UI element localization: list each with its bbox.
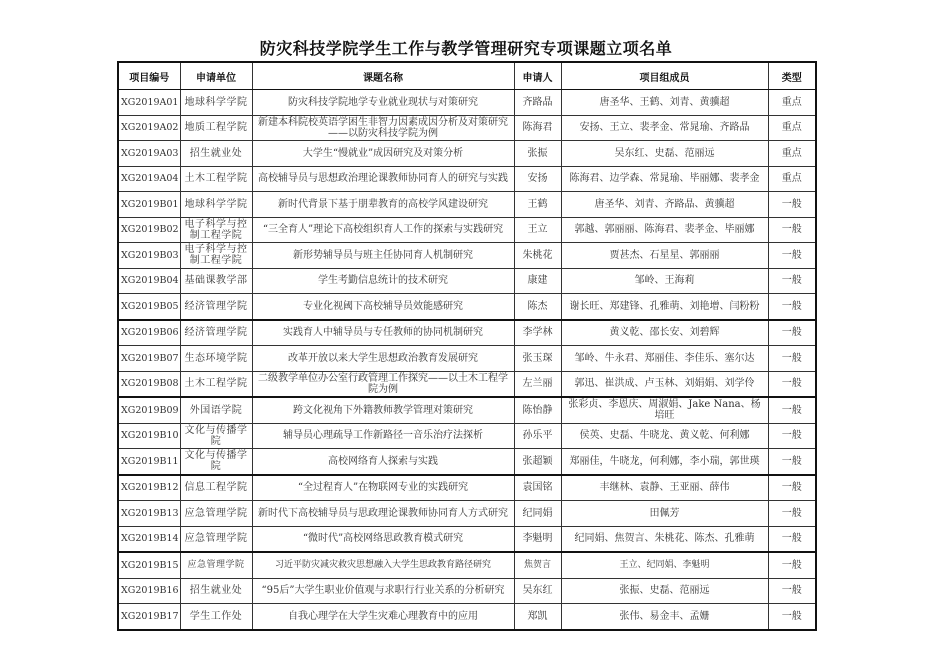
applicant-name: 李学林 bbox=[514, 320, 561, 346]
project-code: XG2019B08 bbox=[118, 371, 180, 397]
table-row bbox=[118, 604, 816, 630]
project-type: 一般 bbox=[768, 217, 816, 243]
table-row bbox=[118, 115, 816, 141]
table-row bbox=[118, 423, 816, 449]
project-code: XG2019B01 bbox=[118, 192, 180, 218]
project-members: 黄义乾、邵长安、刘碧辉 bbox=[561, 320, 768, 346]
project-type: 一般 bbox=[768, 604, 816, 630]
project-topic: 新形势辅导员与班主任协同育人机制研究 bbox=[252, 243, 514, 269]
table-row bbox=[118, 217, 816, 243]
project-members: 唐圣华、王鹤、刘青、黄骥超 bbox=[561, 90, 768, 116]
table-row bbox=[118, 90, 816, 116]
applicant-unit: 基础课教学部 bbox=[180, 268, 252, 294]
project-topic: 跨文化视角下外籍教师教学管理对策研究 bbox=[252, 397, 514, 423]
project-code: XG2019B03 bbox=[118, 243, 180, 269]
project-topic: 专业化视阈下高校辅导员效能感研究 bbox=[252, 294, 514, 320]
project-code: XG2019B06 bbox=[118, 320, 180, 346]
applicant-name: 郑凯 bbox=[514, 604, 561, 630]
applicant-name: 安扬 bbox=[514, 166, 561, 192]
table-row bbox=[118, 475, 816, 501]
project-topic: 新建本科院校英语学困生非智力因素成因分析及对策研究——以防灾科技学院为例 bbox=[252, 115, 514, 141]
project-members: 邹岭、王海莉 bbox=[561, 268, 768, 294]
project-type: 重点 bbox=[768, 141, 816, 167]
applicant-unit: 电子科学与控制工程学院 bbox=[180, 217, 252, 243]
project-type: 一般 bbox=[768, 526, 816, 552]
project-type: 一般 bbox=[768, 449, 816, 475]
applicant-name: 王鹤 bbox=[514, 192, 561, 218]
project-topic: 实践育人中辅导员与专任教师的协同机制研究 bbox=[252, 320, 514, 346]
project-members: 吴东红、史磊、范丽远 bbox=[561, 141, 768, 167]
applicant-name: 张振 bbox=[514, 141, 561, 167]
applicant-unit: 文化与传播学院 bbox=[180, 423, 252, 449]
header-type: 类型 bbox=[768, 62, 816, 90]
applicant-unit: 应急管理学院 bbox=[180, 501, 252, 527]
project-code: XG2019B17 bbox=[118, 604, 180, 630]
project-topic: 自我心理学在大学生灾难心理教育中的应用 bbox=[252, 604, 514, 630]
project-topic: 习近平防灾减灾救灾思想融入大学生思政教育路径研究 bbox=[252, 552, 514, 578]
applicant-unit: 地球科学学院 bbox=[180, 90, 252, 116]
table-row bbox=[118, 501, 816, 527]
project-code: XG2019B07 bbox=[118, 346, 180, 372]
project-code: XG2019B10 bbox=[118, 423, 180, 449]
table-row bbox=[118, 166, 816, 192]
project-members: 陈海君、边学森、常晁瑜、毕丽娜、裴孝金 bbox=[561, 166, 768, 192]
table-row bbox=[118, 320, 816, 346]
applicant-unit: 经济管理学院 bbox=[180, 294, 252, 320]
project-topic: 防灾科技学院地学专业就业现状与对策研究 bbox=[252, 90, 514, 116]
applicant-unit: 电子科学与控制工程学院 bbox=[180, 243, 252, 269]
applicant-name: 陈杰 bbox=[514, 294, 561, 320]
header-code: 项目编号 bbox=[118, 62, 180, 90]
project-type: 一般 bbox=[768, 268, 816, 294]
project-topic: “微时代”高校网络思政教育模式研究 bbox=[252, 526, 514, 552]
table-row bbox=[118, 294, 816, 320]
header-row bbox=[118, 62, 816, 90]
applicant-unit: 地球科学学院 bbox=[180, 192, 252, 218]
project-members: 张伟、易金丰、孟姗 bbox=[561, 604, 768, 630]
project-type: 一般 bbox=[768, 397, 816, 423]
applicant-unit: 经济管理学院 bbox=[180, 320, 252, 346]
applicant-name: 陈怡静 bbox=[514, 397, 561, 423]
table-row bbox=[118, 268, 816, 294]
project-type: 一般 bbox=[768, 423, 816, 449]
applicant-name: 李魁明 bbox=[514, 526, 561, 552]
header-members: 项目组成员 bbox=[561, 62, 768, 90]
project-code: XG2019B15 bbox=[118, 552, 180, 578]
applicant-name: 齐路晶 bbox=[514, 90, 561, 116]
applicant-name: 左兰丽 bbox=[514, 371, 561, 397]
applicant-unit: 应急管理学院 bbox=[180, 552, 252, 578]
project-type: 一般 bbox=[768, 475, 816, 501]
project-type: 一般 bbox=[768, 552, 816, 578]
table-row bbox=[118, 449, 816, 475]
table-row bbox=[118, 526, 816, 552]
project-members: 田佩芳 bbox=[561, 501, 768, 527]
project-code: XG2019A02 bbox=[118, 115, 180, 141]
project-topic: “三全育人”理论下高校组织育人工作的探索与实践研究 bbox=[252, 217, 514, 243]
project-code: XG2019B05 bbox=[118, 294, 180, 320]
project-code: XG2019B16 bbox=[118, 578, 180, 604]
project-type: 一般 bbox=[768, 320, 816, 346]
applicant-unit: 招生就业处 bbox=[180, 578, 252, 604]
project-topic: 新时代背景下基于朋辈教育的高校学风建设研究 bbox=[252, 192, 514, 218]
applicant-unit: 信息工程学院 bbox=[180, 475, 252, 501]
table-row bbox=[118, 346, 816, 372]
project-topic: 大学生“慢就业”成因研究及对策分析 bbox=[252, 141, 514, 167]
project-code: XG2019B13 bbox=[118, 501, 180, 527]
project-type: 一般 bbox=[768, 294, 816, 320]
project-type: 一般 bbox=[768, 243, 816, 269]
project-code: XG2019B04 bbox=[118, 268, 180, 294]
applicant-name: 焦贺言 bbox=[514, 552, 561, 578]
project-topic: 高校网络育人探索与实践 bbox=[252, 449, 514, 475]
project-type: 一般 bbox=[768, 371, 816, 397]
table-row bbox=[118, 397, 816, 423]
project-list-table bbox=[117, 61, 817, 631]
applicant-name: 吴东红 bbox=[514, 578, 561, 604]
project-members: 郭迅、崔洪成、卢玉林、刘娟娟、刘学伶 bbox=[561, 371, 768, 397]
project-code: XG2019A01 bbox=[118, 90, 180, 116]
project-members: 侯英、史磊、牛晓龙、黄义乾、何利娜 bbox=[561, 423, 768, 449]
project-members: 安扬、王立、裴孝金、常晁瑜、齐路晶 bbox=[561, 115, 768, 141]
table-row bbox=[118, 371, 816, 397]
project-code: XG2019B12 bbox=[118, 475, 180, 501]
project-type: 一般 bbox=[768, 578, 816, 604]
project-topic: 改革开放以来大学生思想政治教育发展研究 bbox=[252, 346, 514, 372]
table-row bbox=[118, 141, 816, 167]
applicant-name: 陈海君 bbox=[514, 115, 561, 141]
project-code: XG2019B14 bbox=[118, 526, 180, 552]
project-members: 唐圣华、刘青、齐路晶、黄骥超 bbox=[561, 192, 768, 218]
project-members: 谢长旺、郑建锋、孔雅萌、刘艳增、闫粉粉 bbox=[561, 294, 768, 320]
project-type: 一般 bbox=[768, 192, 816, 218]
project-members: 郭越、郭丽丽、陈海君、裴孝金、毕丽娜 bbox=[561, 217, 768, 243]
header-applicant: 申请人 bbox=[514, 62, 561, 90]
project-members: 邹岭、牛永君、郑丽佳、李佳乐、塞尔达 bbox=[561, 346, 768, 372]
project-members: 贾甚杰、石星星、郭丽丽 bbox=[561, 243, 768, 269]
project-type: 一般 bbox=[768, 501, 816, 527]
applicant-name: 张玉琛 bbox=[514, 346, 561, 372]
project-topic: 辅导员心理疏导工作新路径一音乐治疗法探析 bbox=[252, 423, 514, 449]
project-members: 王立、纪同娟、李魁明 bbox=[561, 552, 768, 578]
applicant-unit: 外国语学院 bbox=[180, 397, 252, 423]
project-code: XG2019A03 bbox=[118, 141, 180, 167]
project-topic: 学生考勤信息统计的技术研究 bbox=[252, 268, 514, 294]
project-topic: 新时代下高校辅导员与思政理论课教师协同育人方式研究 bbox=[252, 501, 514, 527]
project-members: 张振、史磊、范丽远 bbox=[561, 578, 768, 604]
project-topic: 二级教学单位办公室行政管理工作探究——以土木工程学院为例 bbox=[252, 371, 514, 397]
project-members: 郑丽佳，牛晓龙，何利娜，李小瑞，郭世瑛 bbox=[561, 449, 768, 475]
project-code: XG2019B02 bbox=[118, 217, 180, 243]
table-row bbox=[118, 192, 816, 218]
header-topic: 课题名称 bbox=[252, 62, 514, 90]
applicant-name: 王立 bbox=[514, 217, 561, 243]
header-unit: 申请单位 bbox=[180, 62, 252, 90]
project-topic: 高校辅导员与思想政治理论课教师协同育人的研究与实践 bbox=[252, 166, 514, 192]
project-members: 丰继林、袁静、王亚丽、薛伟 bbox=[561, 475, 768, 501]
project-code: XG2019B11 bbox=[118, 449, 180, 475]
page-title: 防灾科技学院学生工作与教学管理研究专项课题立项名单 bbox=[259, 39, 673, 58]
applicant-name: 袁国铭 bbox=[514, 475, 561, 501]
table-row bbox=[118, 552, 816, 578]
project-topic: “95后”大学生职业价值观与求职行行业关系的分析研究 bbox=[252, 578, 514, 604]
applicant-unit: 地质工程学院 bbox=[180, 115, 252, 141]
project-members: 纪同娟、焦贺言、朱桃花、陈杰、孔雅萌 bbox=[561, 526, 768, 552]
project-members: 张彩贞、李恩庆、周淑娟、Jake Nana、杨培旺 bbox=[561, 397, 768, 423]
applicant-unit: 文化与传播学院 bbox=[180, 449, 252, 475]
applicant-unit: 土木工程学院 bbox=[180, 166, 252, 192]
applicant-name: 张超颖 bbox=[514, 449, 561, 475]
table-row bbox=[118, 243, 816, 269]
applicant-name: 朱桃花 bbox=[514, 243, 561, 269]
applicant-unit: 土木工程学院 bbox=[180, 371, 252, 397]
applicant-name: 康建 bbox=[514, 268, 561, 294]
project-code: XG2019A04 bbox=[118, 166, 180, 192]
project-topic: “全过程育人”在物联网专业的实践研究 bbox=[252, 475, 514, 501]
project-type: 重点 bbox=[768, 166, 816, 192]
applicant-unit: 招生就业处 bbox=[180, 141, 252, 167]
project-type: 一般 bbox=[768, 346, 816, 372]
table-row bbox=[118, 578, 816, 604]
project-code: XG2019B09 bbox=[118, 397, 180, 423]
applicant-unit: 生态环境学院 bbox=[180, 346, 252, 372]
applicant-unit: 应急管理学院 bbox=[180, 526, 252, 552]
project-type: 重点 bbox=[768, 115, 816, 141]
applicant-name: 孙乐平 bbox=[514, 423, 561, 449]
applicant-unit: 学生工作处 bbox=[180, 604, 252, 630]
project-type: 重点 bbox=[768, 90, 816, 116]
applicant-name: 纪同娟 bbox=[514, 501, 561, 527]
